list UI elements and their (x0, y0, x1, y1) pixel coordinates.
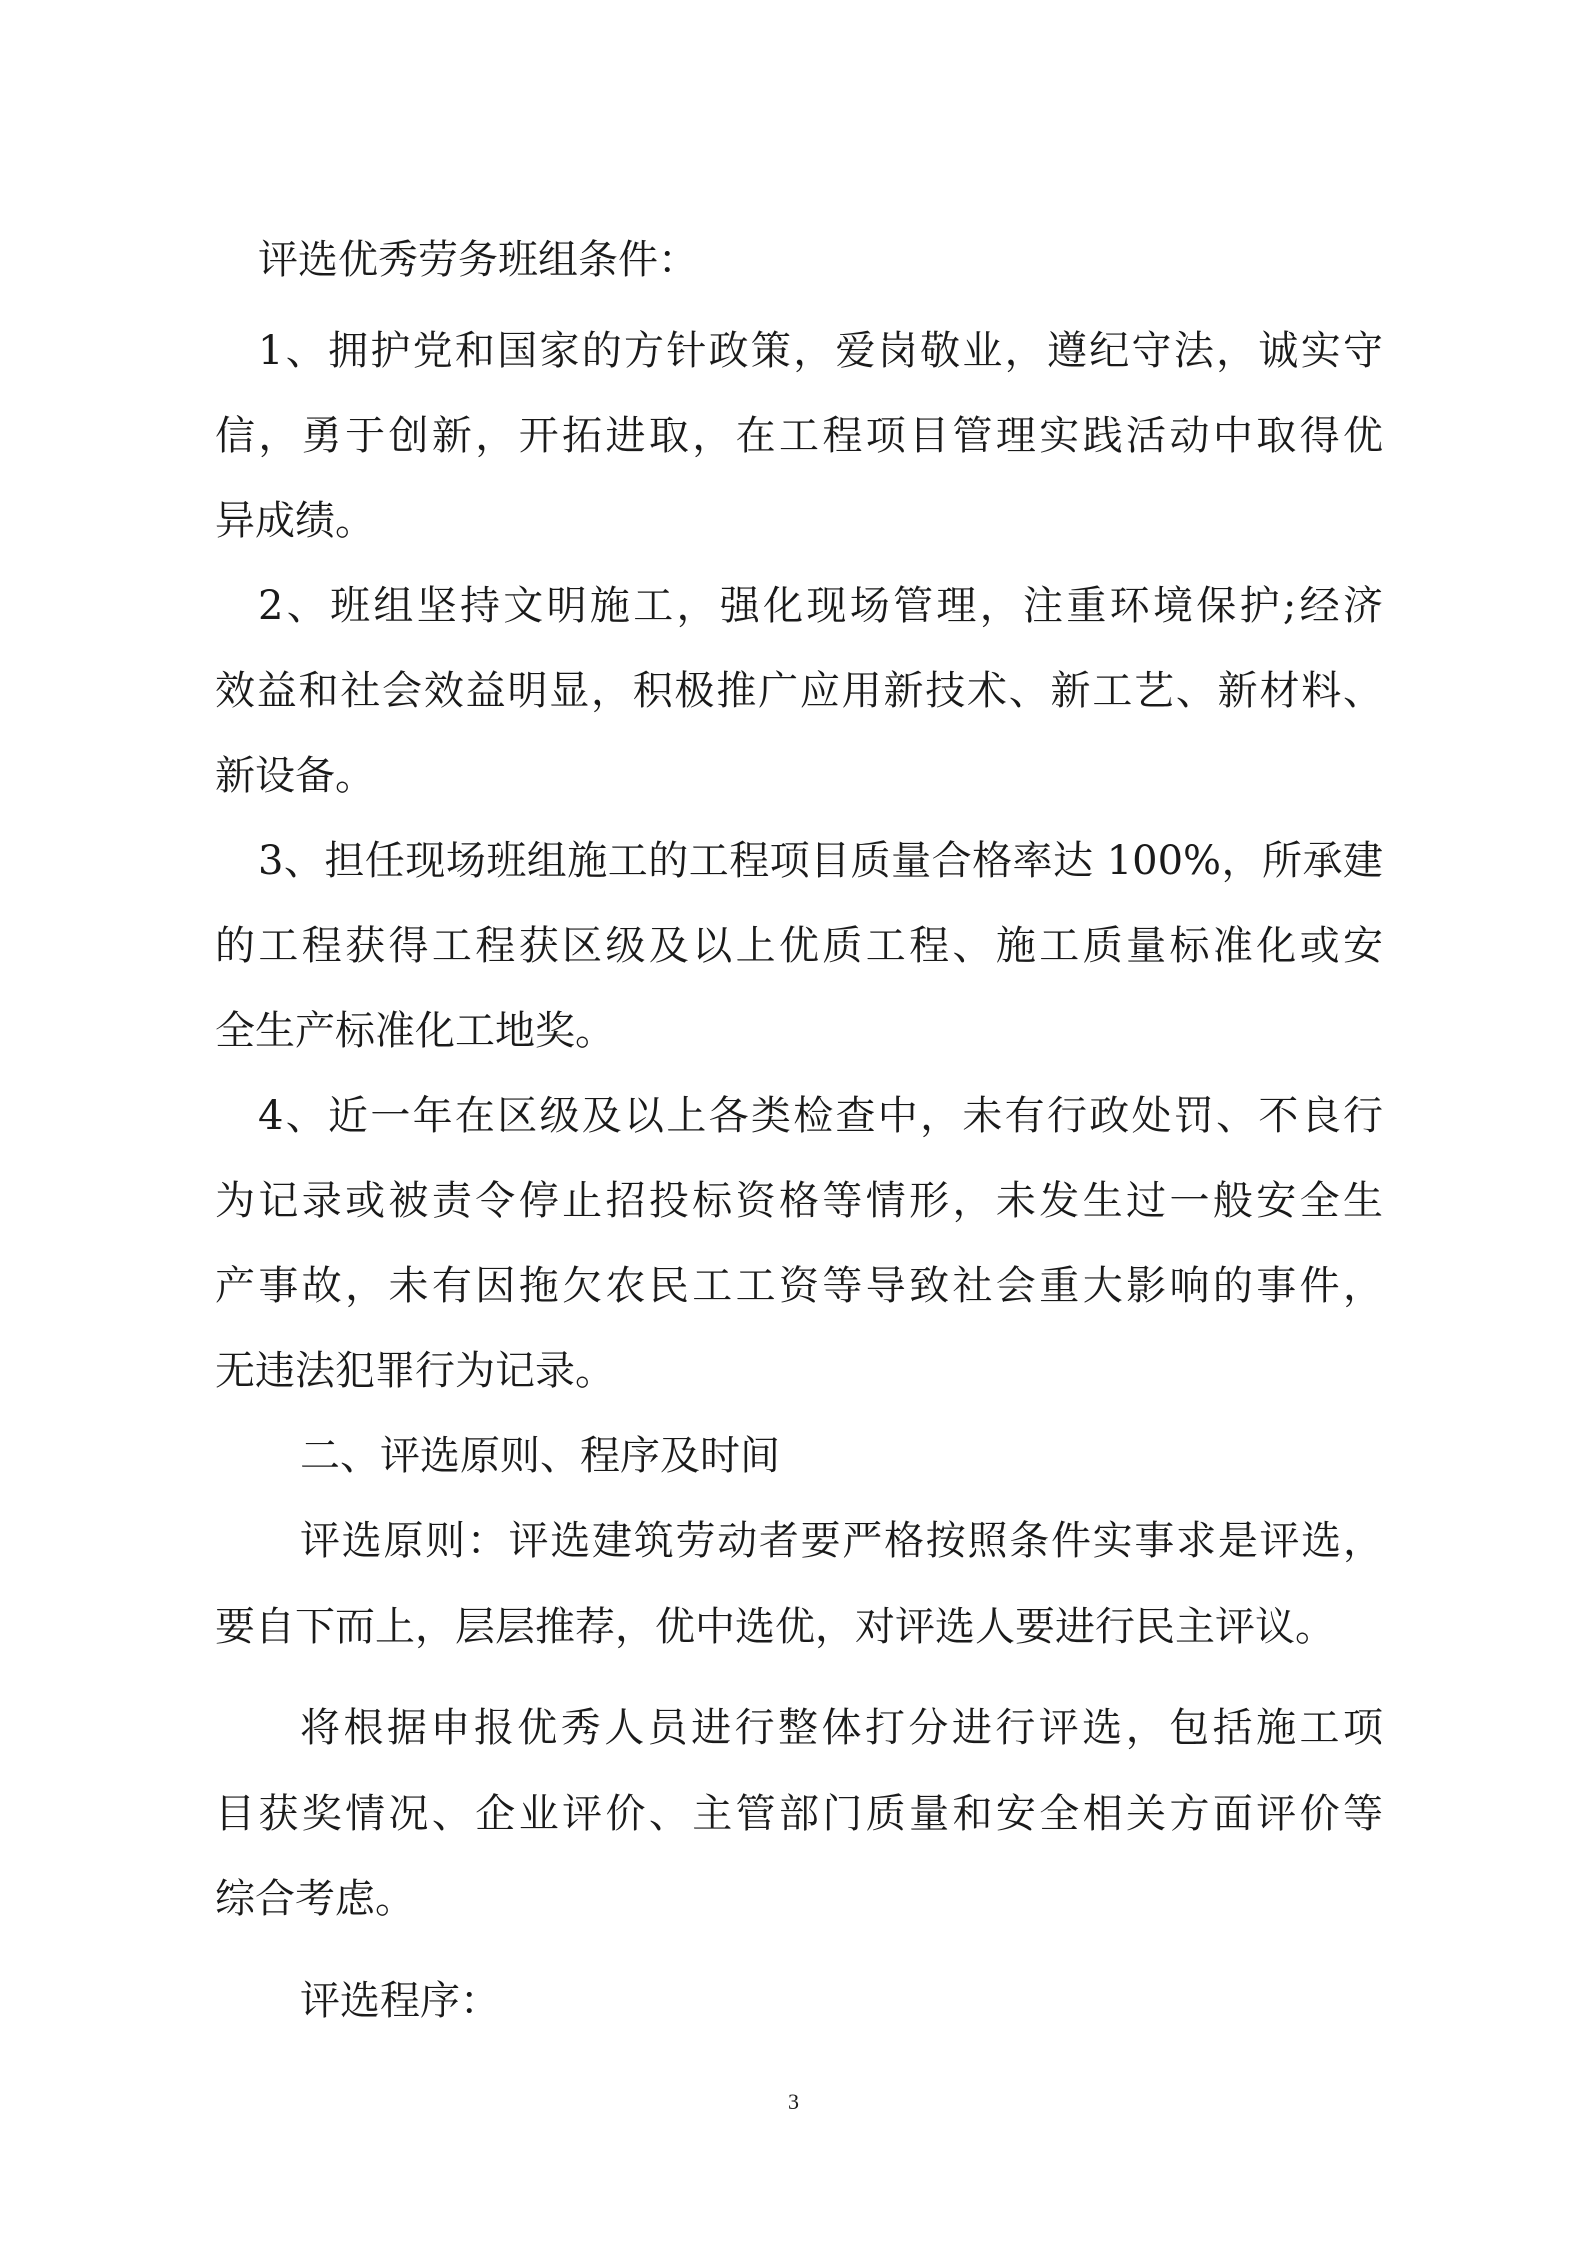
criteria-item-2-line-1: 2、班组坚持文明施工，强化现场管理，注重环境保护;经济 (258, 583, 1383, 629)
criteria-item-3-line-2: 的工程获得工程获区级及以上优质工程、施工质量标准化或安 (215, 923, 1383, 969)
procedure-label: 评选程序： (300, 1978, 500, 2024)
criteria-item-2-line-3: 新设备。 (215, 753, 375, 799)
criteria-item-4-line-1: 4、近一年在区级及以上各类检查中，未有行政处罚、不良行 (258, 1093, 1383, 1139)
criteria-item-1-line-3: 异成绩。 (215, 498, 375, 544)
criteria-item-3-line-3: 全生产标准化工地奖。 (215, 1008, 615, 1054)
criteria-item-1-line-1: 1、拥护党和国家的方针政策，爱岗敬业，遵纪守法，诚实守 (258, 328, 1383, 374)
criteria-item-4-line-4: 无违法犯罪行为记录。 (215, 1348, 615, 1394)
criteria-item-3-line-1: 3、担任现场班组施工的工程项目质量合格率达 100%，所承建 (258, 838, 1383, 884)
scoring-line-2: 目获奖情况、企业评价、主管部门质量和安全相关方面评价等 (215, 1791, 1383, 1837)
scoring-line-3: 综合考虑。 (215, 1876, 415, 1922)
principle-line-2: 要自下而上，层层推荐，优中选优，对评选人要进行民主评议。 (215, 1604, 1335, 1650)
criteria-item-1-line-2: 信，勇于创新，开拓进取，在工程项目管理实践活动中取得优 (215, 413, 1383, 459)
section-title: 二、评选原则、程序及时间 (300, 1433, 780, 1479)
principle-line-1: 评选原则：评选建筑劳动者要严格按照条件实事求是评选， (300, 1518, 1383, 1564)
criteria-item-4-line-2: 为记录或被责令停止招投标资格等情形，未发生过一般安全生 (215, 1178, 1383, 1224)
page-number: 3 (788, 2089, 799, 2114)
criteria-item-2-line-2: 效益和社会效益明显，积极推广应用新技术、新工艺、新材料、 (215, 668, 1383, 714)
criteria-item-4-line-3: 产事故，未有因拖欠农民工工资等导致社会重大影响的事件， (215, 1263, 1383, 1309)
scoring-line-1: 将根据申报优秀人员进行整体打分进行评选，包括施工项 (300, 1705, 1383, 1751)
criteria-heading: 评选优秀劳务班组条件： (258, 237, 698, 283)
